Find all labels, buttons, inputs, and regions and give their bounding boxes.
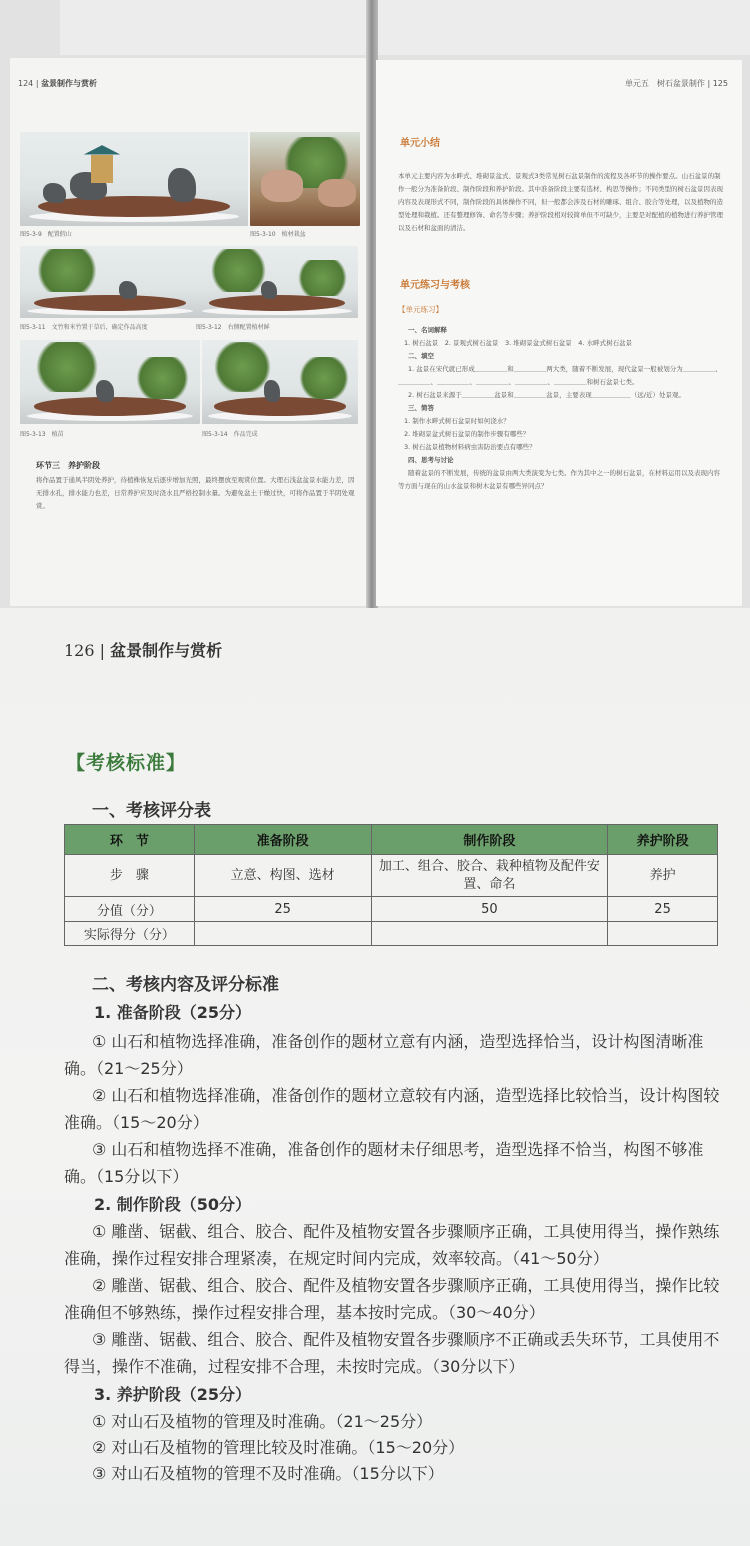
book-title: 盆景制作与赏析 — [110, 641, 223, 660]
photo-seedling — [20, 340, 200, 424]
table-cell: 分值（分） — [65, 897, 195, 922]
table-cell: 立意、构图、选材 — [194, 855, 371, 897]
exercise-line: 2. 堆砌景盆式树石盆景的制作步骤有哪些？ — [404, 430, 530, 438]
exercise-block — [398, 324, 724, 493]
table-cell: 25 — [194, 897, 371, 922]
stage3-item: ② 对山石及植物的管理比较及时准确。（15～20分） — [92, 1438, 465, 1457]
scoring-table — [64, 824, 718, 946]
table-row — [65, 897, 718, 922]
stage3-item: ③ 对山石及植物的管理不及时准确。（15分以下） — [92, 1464, 444, 1483]
section-maintenance-body: 将作品置于通风半阴处养护，待植株恢复后逐步增加光照，最终摆放至观赏位置。大理石浅盆盆景水能力差，因无排水孔，排水能力也差，日常养护应及时浇水且严格控制水量。为避免盆土干燥过快，可将作品置于半阴处观赏。 — [36, 476, 355, 510]
page-126-header: 126 | 盆景制作与赏析 — [64, 641, 223, 660]
caption-fig-5-3-12: 图5-3-12 右侧配置植材鲜 — [196, 324, 270, 331]
stage2-title: 2. 制作阶段（50分） — [94, 1195, 252, 1214]
left-page — [10, 58, 368, 606]
assessment-standard-title: 【考核标准】 — [66, 752, 187, 774]
table-row — [65, 922, 718, 946]
caption-fig-5-3-10: 图5-3-10 植材栽盆 — [250, 231, 306, 238]
table-cell: 加工、组合、胶合、栽种植物及配件安置、命名 — [371, 855, 608, 897]
exercise-line: 三、简答 — [408, 404, 434, 412]
exercise-line: 2. 树石盆景来源于＿＿＿＿＿盆景和＿＿＿＿＿盆景，主要表现＿＿＿＿＿＿（远/近）处景观。 — [408, 391, 685, 399]
table-cell: 50 — [371, 897, 608, 922]
exercise-line: 四、思考与讨论 — [408, 456, 454, 464]
unit-practice-subtitle: 【单元练习】 — [398, 305, 443, 314]
unit-practice-title: 单元练习与考核 — [400, 280, 470, 291]
photo-rockery-pavilion — [20, 132, 248, 226]
table-row — [65, 855, 718, 897]
book-spread-photo — [0, 0, 750, 608]
stage2-item: ② 雕凿、锯截、组合、胶合、配件及植物安置各步骤顺序正确，工具使用得当，操作比较准确但不够熟练，操作过程安排合理，基本按时完成。（30～40分） — [64, 1276, 720, 1322]
table-cell: 养护 — [608, 855, 718, 897]
right-page-header: 单元五 树石盆景制作 | 125 — [624, 79, 728, 88]
right-page — [376, 60, 742, 606]
scoring-table-title: 一、考核评分表 — [92, 801, 211, 821]
table-cell — [371, 922, 608, 946]
caption-fig-5-3-9: 图5-3-9 配置假山 — [20, 231, 72, 238]
table-header-cell: 制作阶段 — [371, 825, 608, 855]
stage1-title: 1. 准备阶段（25分） — [94, 1003, 252, 1022]
exercise-line: 1. 树石盆景 2. 景观式树石盆景 3. 堆砌景盆式树石盆景 4. 水畔式树石盆景 — [404, 339, 633, 347]
photo-right-planting — [196, 246, 358, 318]
caption-fig-5-3-11: 图5-3-11 文竹和米竹置于草后，确定作品高度 — [20, 324, 148, 331]
table-cell — [608, 922, 718, 946]
table-header-row — [65, 825, 718, 855]
caption-fig-5-3-14: 图5-3-14 作品完成 — [202, 431, 258, 438]
exercise-line: 3. 树石盆景植物材料病虫害防治要点有哪些？ — [404, 443, 536, 451]
page-126 — [0, 608, 750, 1546]
photo-finished-work — [202, 340, 358, 424]
stage1-item: ③ 山石和植物选择不准确，准备创作的题材未仔细思考，造型选择不恰当，构图不够准确。（15分以下） — [64, 1140, 704, 1186]
criteria-title: 二、考核内容及评分标准 — [92, 975, 279, 995]
caption-fig-5-3-13: 图5-3-13 植苗 — [20, 431, 64, 438]
stage1-item: ① 山石和植物选择准确，准备创作的题材立意有内涵，造型选择恰当，设计构图清晰准确。（21～25分） — [64, 1032, 704, 1078]
left-page-header: 124 | 盆景制作与赏析 — [18, 79, 98, 88]
stage3-title: 3. 养护阶段（25分） — [94, 1385, 252, 1404]
left-page-book-title: 盆景制作与赏析 — [41, 79, 98, 88]
table-cell — [194, 922, 371, 946]
top-page-strip — [60, 0, 750, 55]
exercise-line: 1. 制作水畔式树石盆景时如何浇水？ — [404, 417, 510, 425]
stage1-item: ② 山石和植物选择准确，准备创作的题材立意较有内涵，造型选择比较恰当，设计构图较准确。（15～20分） — [64, 1086, 720, 1132]
exercise-line: 一、名词解释 — [408, 326, 447, 334]
table-cell: 实际得分（分） — [65, 922, 195, 946]
section-maintenance-title: 环节三 养护阶段 — [36, 461, 100, 470]
table-cell: 25 — [608, 897, 718, 922]
left-page-number: 124 — [18, 79, 34, 88]
stage2-item: ③ 雕凿、锯截、组合、胶合、配件及植物安置各步骤顺序不正确或丢失环节，工具使用不得当，操作不准确，过程安排不合理，未按时完成。（30分以下） — [64, 1330, 720, 1376]
unit-summary-body: 本单元主要内容为水畔式、堆砌景盆式、景观式3类常见树石盆景制作的流程及各环节的操作要点。山石盆景的制作一般分为准备阶段、制作阶段和养护阶段。其中准备阶段主要有选材、构思等操作；不同类型的树石盆景因表现内容及表现形式不同，制作阶段的具体操作不同，但一般都会涉及石材的雕琢、组合、胶合等处理，以及植物的造型处理和栽植。还有整理修饰、命名等步骤；养护阶段相对较简单但不可缺少，主要是对配植的植物进行养护管理以及石材和盆面的清洁。 — [398, 172, 723, 232]
unit-summary-title: 单元小结 — [400, 138, 440, 149]
photo-planting — [250, 132, 360, 226]
table-header-cell: 准备阶段 — [194, 825, 371, 855]
exercise-line: 随着盆景的不断发展，传统的盆景由两大类演变为七类。作为其中之一的树石盆景，在材料运用以及表现内容等方面与现在的山水盆景和树木盆景有哪些异同点？ — [398, 469, 720, 490]
exercise-line: 1. 盆景在宋代就已形成＿＿＿＿＿和＿＿＿＿＿两大类，随着不断发展，现代盆景一般被划分为＿＿＿＿＿、＿＿＿＿＿、＿＿＿＿＿、＿＿＿＿＿、＿＿＿＿＿、＿＿＿＿＿和树石盆景七类。 — [398, 365, 722, 386]
stage3-item: ① 对山石及植物的管理及时准确。（21～25分） — [92, 1412, 433, 1431]
table-cell: 步 骤 — [65, 855, 195, 897]
stage2-item: ① 雕凿、锯截、组合、胶合、配件及植物安置各步骤顺序正确，工具使用得当，操作熟练准确，操作过程安排合理紧凑，在规定时间内完成，效率较高。（41～50分） — [64, 1222, 720, 1268]
photo-bamboo-height — [20, 246, 200, 318]
exercise-line: 二、填空 — [408, 352, 434, 360]
table-header-cell: 环 节 — [65, 825, 195, 855]
page-number: 126 — [64, 641, 95, 660]
table-header-cell: 养护阶段 — [608, 825, 718, 855]
